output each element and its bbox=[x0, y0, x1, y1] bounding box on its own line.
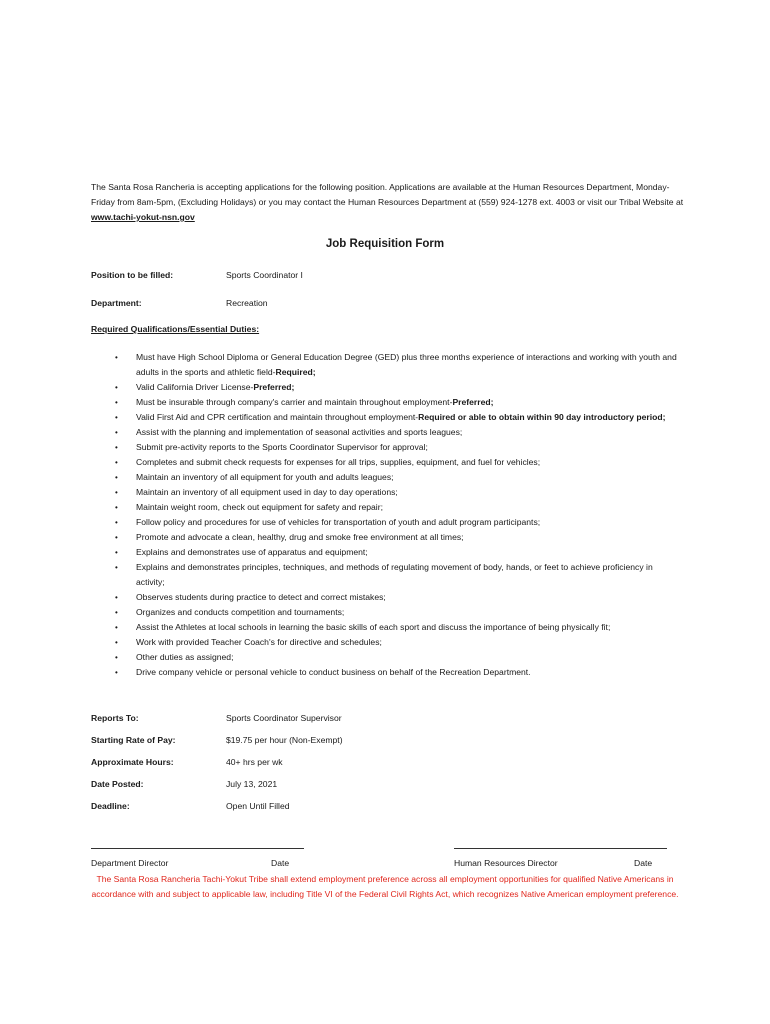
intro-paragraph bbox=[91, 180, 691, 225]
bullet-icon: • bbox=[115, 533, 118, 542]
bullet-icon: • bbox=[115, 398, 118, 407]
reports-to-value: Sports Coordinator Supervisor bbox=[226, 713, 342, 723]
duty-text: Observes students during practice to detect and correct mistakes; bbox=[136, 592, 386, 602]
duty-requirement: Preferred; bbox=[253, 382, 295, 392]
duty-item bbox=[91, 665, 681, 680]
duty-item bbox=[91, 485, 681, 500]
bullet-icon: • bbox=[115, 668, 118, 677]
duties-list bbox=[91, 350, 681, 680]
duty-item bbox=[91, 425, 681, 440]
duty-text: Maintain an inventory of all equipment for youth and adults leagues; bbox=[136, 472, 394, 482]
qualifications-heading: Required Qualifications/Essential Duties: bbox=[91, 324, 260, 334]
duty-text: Explains and demonstrates principles, techniques, and methods of regulating movement of body, hands, or feet to achieve proficiency in activity; bbox=[136, 562, 653, 587]
starting-rate-value: $19.75 per hour (Non-Exempt) bbox=[226, 735, 343, 745]
bullet-icon: • bbox=[115, 623, 118, 632]
duty-text: Completes and submit check requests for expenses for all trips, supplies, equipment, and fuel for vehicles; bbox=[136, 457, 541, 467]
duty-text: Maintain an inventory of all equipment used in day to day operations; bbox=[136, 487, 398, 497]
hr-director-signature-line bbox=[454, 848, 667, 849]
duty-item bbox=[91, 350, 681, 380]
bullet-icon: • bbox=[115, 653, 118, 662]
duty-text: Promote and advocate a clean, healthy, drug and smoke free environment at all times; bbox=[136, 532, 464, 542]
bullet-icon: • bbox=[115, 503, 118, 512]
duty-text: Other duties as assigned; bbox=[136, 652, 234, 662]
bullet-icon: • bbox=[115, 563, 118, 572]
position-value: Sports Coordinator I bbox=[226, 270, 303, 280]
duty-item bbox=[91, 590, 681, 605]
form-title: Job Requisition Form bbox=[325, 238, 445, 250]
duty-text: Follow policy and procedures for use of vehicles for transportation of youth and adult program participants; bbox=[136, 517, 541, 527]
approx-hours-value: 40+ hrs per wk bbox=[226, 757, 283, 767]
duty-item bbox=[91, 440, 681, 455]
bullet-icon: • bbox=[115, 593, 118, 602]
duty-item bbox=[91, 380, 681, 395]
duty-text: Organizes and conducts competition and tournaments; bbox=[136, 607, 345, 617]
duty-item bbox=[91, 635, 681, 650]
duty-item bbox=[91, 530, 681, 545]
duty-item bbox=[91, 470, 681, 485]
department-director-date-label: Date bbox=[271, 858, 290, 868]
bullet-icon: • bbox=[115, 458, 118, 467]
duty-item bbox=[91, 560, 681, 590]
duty-item bbox=[91, 545, 681, 560]
eeo-statement: The Santa Rosa Rancheria Tachi-Yokut Tribe shall extend employment preference across all employment opportunities for qualified Native Americans in accordance with and subject to applicable law, including Title VI of the Federal Civil Rights Act, which recognizes Native American employment preference. bbox=[91, 874, 679, 899]
duty-text: Must be insurable through company's carrier and maintain throughout employment- bbox=[136, 397, 453, 407]
reports-to-label: Reports To: bbox=[91, 713, 139, 723]
intro-text: The Santa Rosa Rancheria is accepting applications for the following position. Applications are available at the Human Resources Department, Monday-Friday from 8am-5pm, (Excluding Holidays) or you may contact the Human Resources Department at (559) 924-1278 ext. 4003 or visit our Tribal Website at bbox=[91, 182, 684, 207]
hr-director-label: Human Resources Director bbox=[454, 858, 558, 868]
bullet-icon: • bbox=[115, 518, 118, 527]
bullet-icon: • bbox=[115, 443, 118, 452]
duty-text: Maintain weight room, check out equipment for safety and repair; bbox=[136, 502, 383, 512]
deadline-label: Deadline: bbox=[91, 801, 130, 811]
duty-text: Assist with the planning and implementation of seasonal activities and sports leagues; bbox=[136, 427, 463, 437]
date-posted-value: July 13, 2021 bbox=[226, 779, 278, 789]
approx-hours-label: Approximate Hours: bbox=[91, 757, 174, 767]
duty-text: Valid California Driver License- bbox=[136, 382, 254, 392]
tribal-website-link[interactable]: www.tachi-yokut-nsn.gov bbox=[91, 212, 195, 222]
duty-requirement: Required or able to obtain within 90 day introductory period; bbox=[418, 412, 666, 422]
duty-text: Work with provided Teacher Coach's for directive and schedules; bbox=[136, 637, 382, 647]
duty-item bbox=[91, 605, 681, 620]
starting-rate-label: Starting Rate of Pay: bbox=[91, 735, 176, 745]
duty-requirement: Preferred; bbox=[452, 397, 494, 407]
duty-item bbox=[91, 455, 681, 470]
bullet-icon: • bbox=[115, 608, 118, 617]
duty-item bbox=[91, 395, 681, 410]
duty-text: Explains and demonstrates use of apparatus and equipment; bbox=[136, 547, 368, 557]
duty-text: Submit pre-activity reports to the Sports Coordinator Supervisor for approval; bbox=[136, 442, 428, 452]
bullet-icon: • bbox=[115, 548, 118, 557]
duty-text: Assist the Athletes at local schools in learning the basic skills of each sport and discuss the importance of being physically fit; bbox=[136, 622, 611, 632]
bullet-icon: • bbox=[115, 353, 118, 362]
bullet-icon: • bbox=[115, 413, 118, 422]
duty-item bbox=[91, 410, 681, 425]
hr-director-date-label: Date bbox=[634, 858, 653, 868]
bullet-icon: • bbox=[115, 638, 118, 647]
date-posted-label: Date Posted: bbox=[91, 779, 144, 789]
duty-text: Drive company vehicle or personal vehicle to conduct business on behalf of the Recreation Department. bbox=[136, 667, 531, 677]
bullet-icon: • bbox=[115, 473, 118, 482]
department-label: Department: bbox=[91, 298, 142, 308]
duty-requirement: Required; bbox=[275, 367, 316, 377]
duty-text: Must have High School Diploma or General Education Degree (GED) plus three months experience of interactions and working with youth and adults in the sports and athletic field- bbox=[136, 352, 677, 377]
position-label: Position to be filled: bbox=[91, 270, 174, 280]
deadline-value: Open Until Filled bbox=[226, 801, 290, 811]
duty-text: Valid First Aid and CPR certification and maintain throughout employment- bbox=[136, 412, 419, 422]
duty-item bbox=[91, 620, 681, 635]
duty-item bbox=[91, 500, 681, 515]
bullet-icon: • bbox=[115, 488, 118, 497]
department-value: Recreation bbox=[226, 298, 268, 308]
bullet-icon: • bbox=[115, 383, 118, 392]
duty-item bbox=[91, 515, 681, 530]
department-director-signature-line bbox=[91, 848, 304, 849]
duty-item bbox=[91, 650, 681, 665]
bullet-icon: • bbox=[115, 428, 118, 437]
department-director-label: Department Director bbox=[91, 858, 169, 868]
